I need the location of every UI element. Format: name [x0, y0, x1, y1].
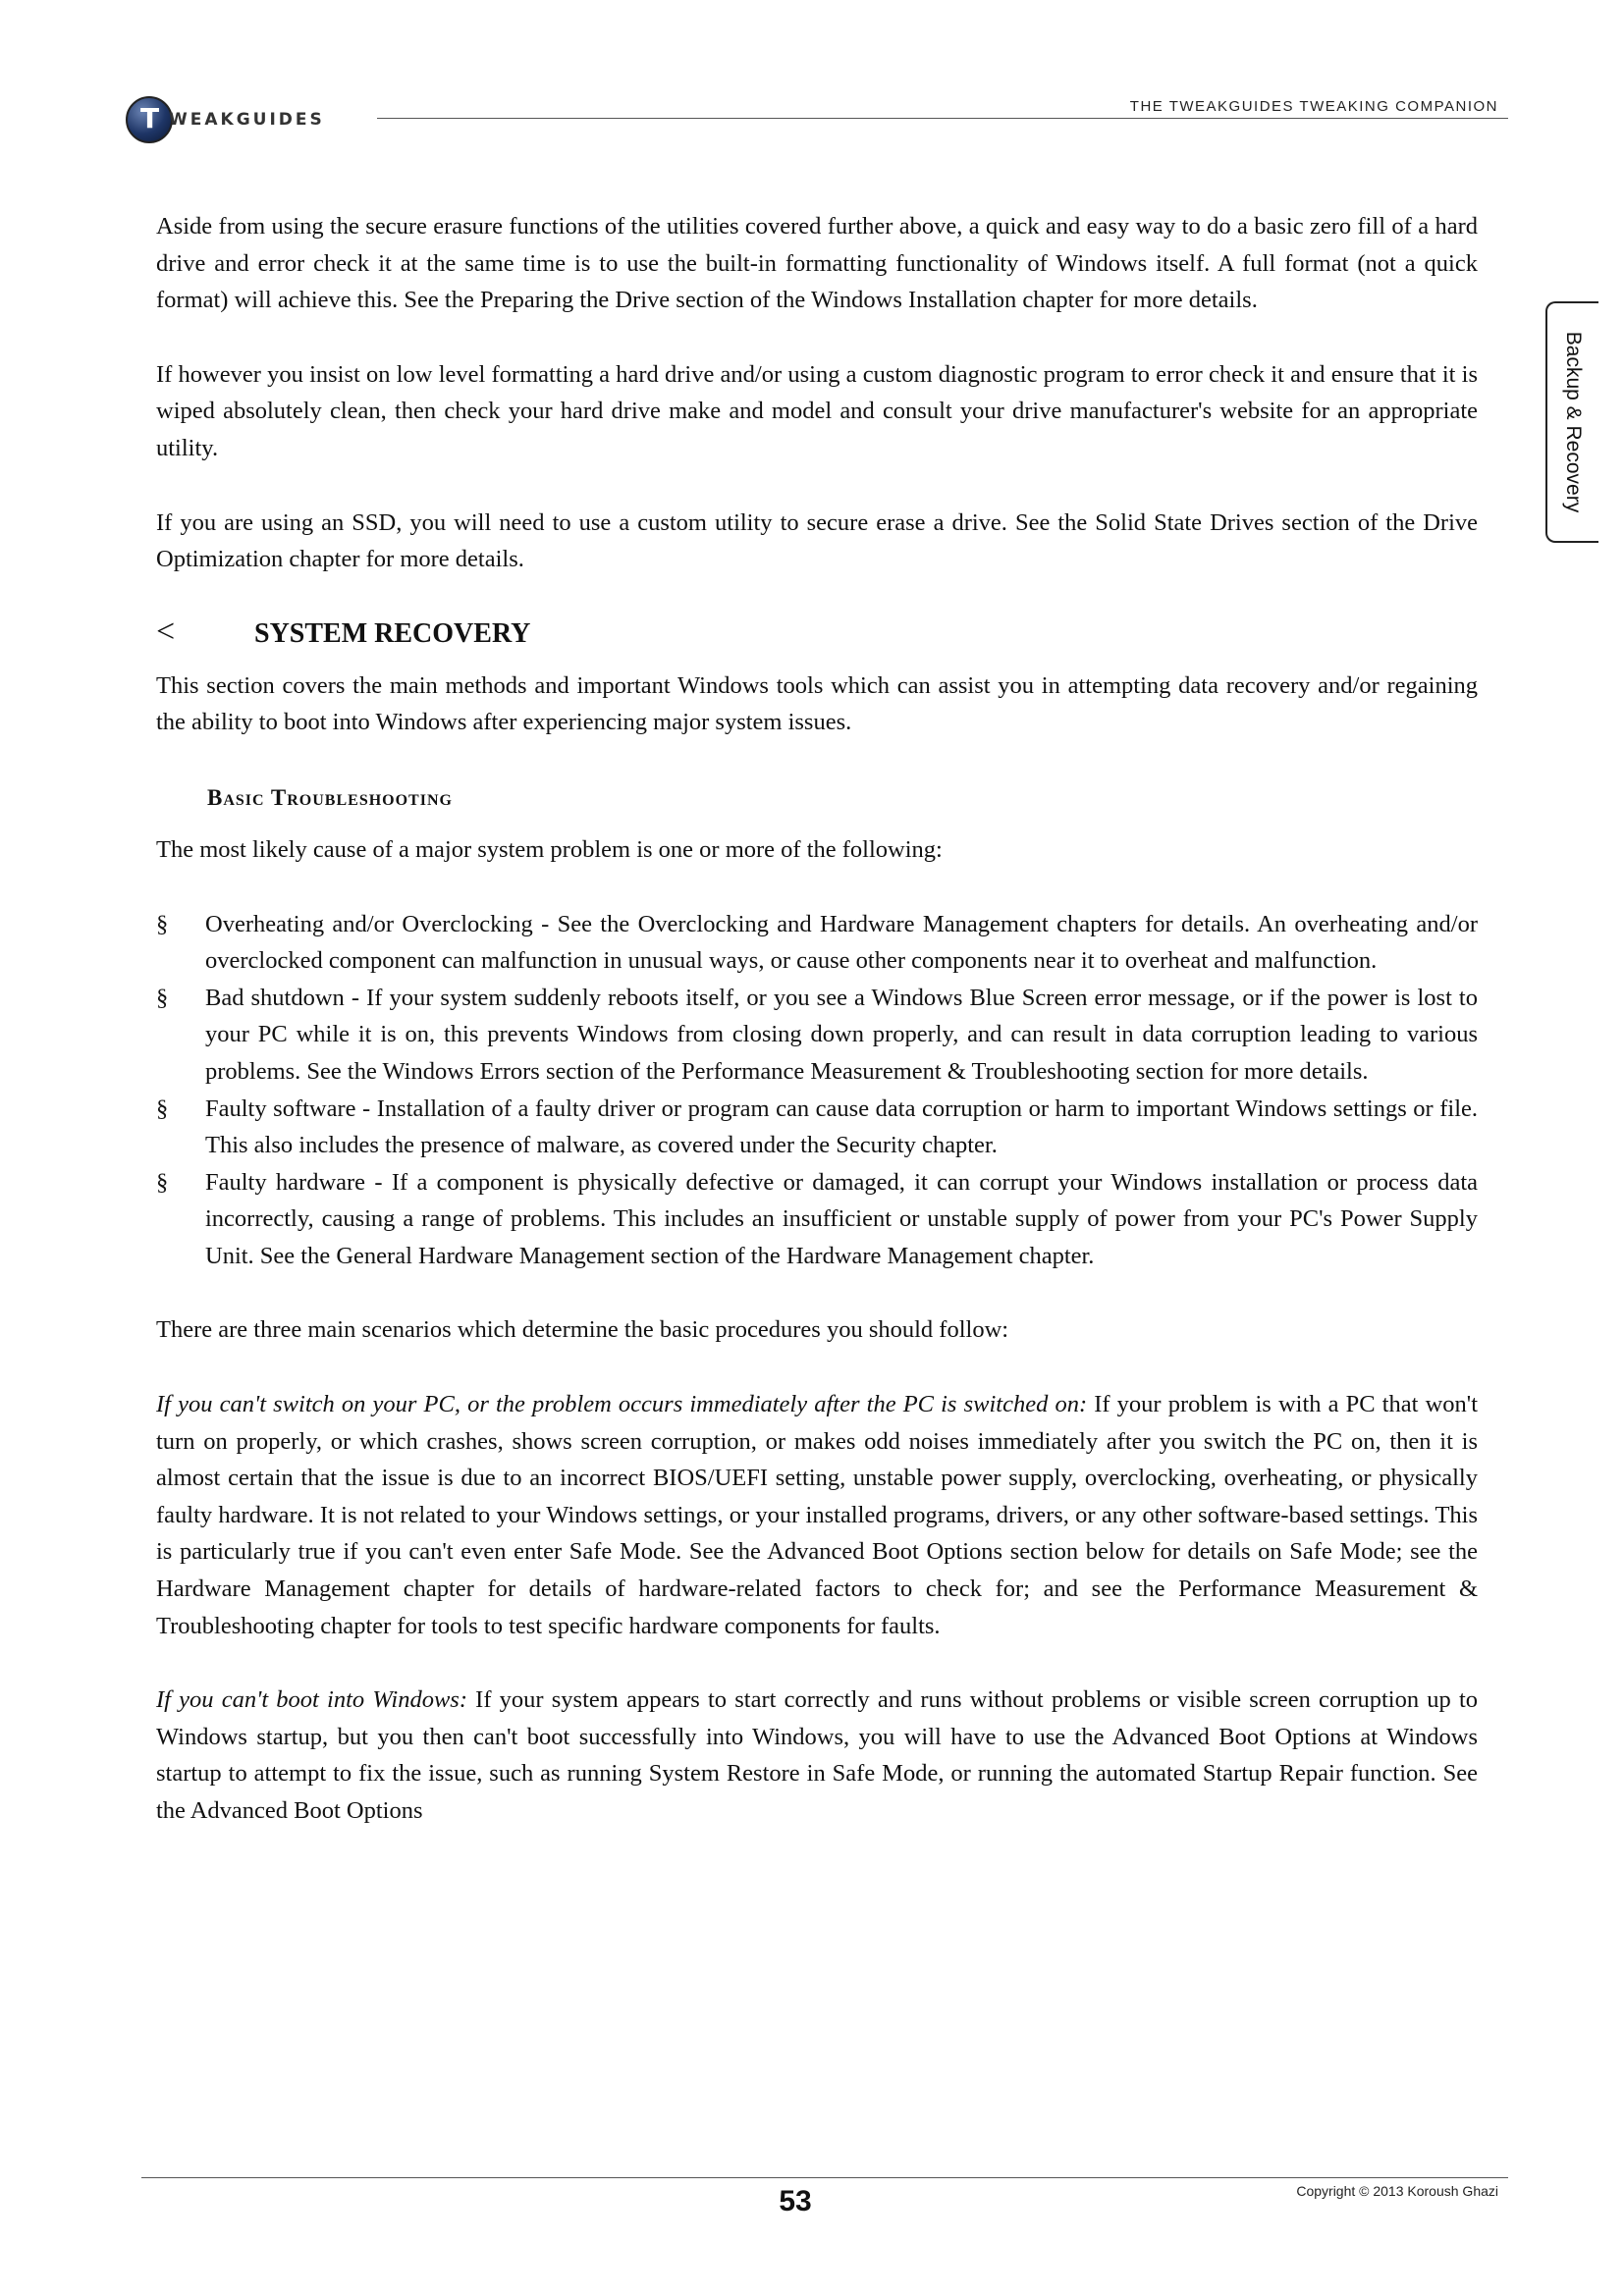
header-rule: [377, 118, 1508, 119]
paragraph-low-level-format: If however you insist on low level formatting a hard drive and/or using a custom diagnostic program to error check it and ensure that it is wiped absolutely clean, then check your hard drive make and model and consult your drive manufacturer's website for an appropriate utility.: [156, 360, 1478, 461]
logo-letter: T: [140, 102, 160, 134]
subsection-intro: The most likely cause of a major system problem is one or more of the following:: [156, 835, 943, 863]
bullet-mark: §: [156, 910, 169, 937]
scenario-lead: If you can't boot into Windows:: [156, 1686, 467, 1714]
paragraph-zero-fill: Aside from using the secure erasure functions of the utilities covered further above, a quick and easy way to do a basic zero fill of a hard drive and error check it at the same time is to use the built-in formatting functionality of Windows itself. A full format (not a quick format) will achieve this. See the Preparing the Drive section of the Windows Installation chapter for more details.: [156, 213, 1478, 314]
list-item-text: Overheating and/or Overclocking - See the Overclocking and Hardware Management chapters for details. An overheating and/or overclocked component can malfunction in unusual ways, or cause other components near it to overheat and malfunction.: [205, 910, 1478, 975]
section-arrow-icon: <: [156, 613, 176, 650]
scenario-body: If your system appears to start correctly and runs without problems or visible screen corruption up to Windows startup, but you then can't boot successfully into Windows, you will have to use the Advanced Boot Options at Windows startup to attempt to fix the issue, such as running System Restore in Safe Mode, or running the automated Startup Repair function. See the Advanced Boot Options: [156, 1686, 1478, 1824]
copyright-notice: Copyright © 2013 Koroush Ghazi: [1296, 2183, 1498, 2199]
footer-rule: [141, 2177, 1508, 2178]
bullet-mark: §: [156, 1168, 169, 1196]
bullet-mark: §: [156, 1095, 169, 1122]
bullet-mark: §: [156, 984, 169, 1011]
section-heading: [156, 614, 1478, 654]
scenario-cant-switch-on: [156, 1386, 1478, 1644]
scenario-body: If your problem is with a PC that won't turn on properly, or which crashes, shows screen corruption, or makes odd noises immediately after you switch the PC on, then it is almost certain that the issue is due to an incorrect BIOS/UEFI setting, unstable power supply, overclocking, overheating, or physically faulty hardware. It is not related to your Windows settings, or your installed programs, drivers, or any other software-based settings. This is particularly true if you can't even enter Safe Mode. See the Advanced Boot Options section below for details on Safe Mode; see the Hardware Management chapter for details of hardware-related factors to check for; and see the Performance Measurement & Troubleshooting chapter for tools to test specific hardware components for faults.: [156, 1391, 1478, 1639]
scenario-cant-boot: [156, 1682, 1478, 1829]
section-title: SYSTEM RECOVERY: [254, 617, 531, 649]
logo-badge: [126, 96, 173, 143]
list-item: [156, 980, 1478, 1091]
scenario-lead: If you can't switch on your PC, or the problem occurs immediately after the PC is switched on:: [156, 1391, 1088, 1418]
list-item: [156, 1164, 1478, 1275]
page-number: 53: [779, 2185, 812, 2217]
paragraph-ssd: If you are using an SSD, you will need to use a custom utility to secure erase a drive. See the Solid State Drives section of the Drive Optimization chapter for more details.: [156, 508, 1478, 573]
logo-text: WEAKGUIDES: [169, 110, 325, 130]
list-item: [156, 1091, 1478, 1164]
list-item-text: Faulty software - Installation of a faulty driver or program can cause data corruption or harm to important Windows settings or file. This also includes the presence of malware, as covered under the Security chapter.: [205, 1095, 1478, 1159]
section-description: This section covers the main methods and important Windows tools which can assist you in attempting data recovery and/or regaining the ability to boot into Windows after experiencing major system issues.: [156, 671, 1478, 736]
side-tab-label: Backup & Recovery: [1562, 331, 1585, 513]
tweakguides-logo: [126, 96, 371, 141]
cause-list: [156, 906, 1478, 1275]
side-tab: [1545, 301, 1598, 543]
list-item-text: Faulty hardware - If a component is physically defective or damaged, it can corrupt your Windows installation or process data incorrectly, causing a range of problems. This includes an insufficient or unstable supply of power from your PC's Power Supply Unit. See the General Hardware Management section of the Hardware Management chapter.: [205, 1168, 1478, 1269]
page-content: [156, 208, 1478, 1830]
scenarios-intro: There are three main scenarios which determine the basic procedures you should follow:: [156, 1316, 1009, 1344]
header-title: THE TWEAKGUIDES TWEAKING COMPANION: [1129, 98, 1498, 115]
list-item: [156, 906, 1478, 980]
list-item-text: Bad shutdown - If your system suddenly reboots itself, or you see a Windows Blue Screen error message, or if the power is lost to your PC while it is on, this prevents Windows from closing down properly, and can result in data corruption leading to various problems. See the Windows Errors section of the Performance Measurement & Troubleshooting section for more details.: [205, 984, 1478, 1085]
subsection-title: Basic Troubleshooting: [207, 784, 453, 810]
